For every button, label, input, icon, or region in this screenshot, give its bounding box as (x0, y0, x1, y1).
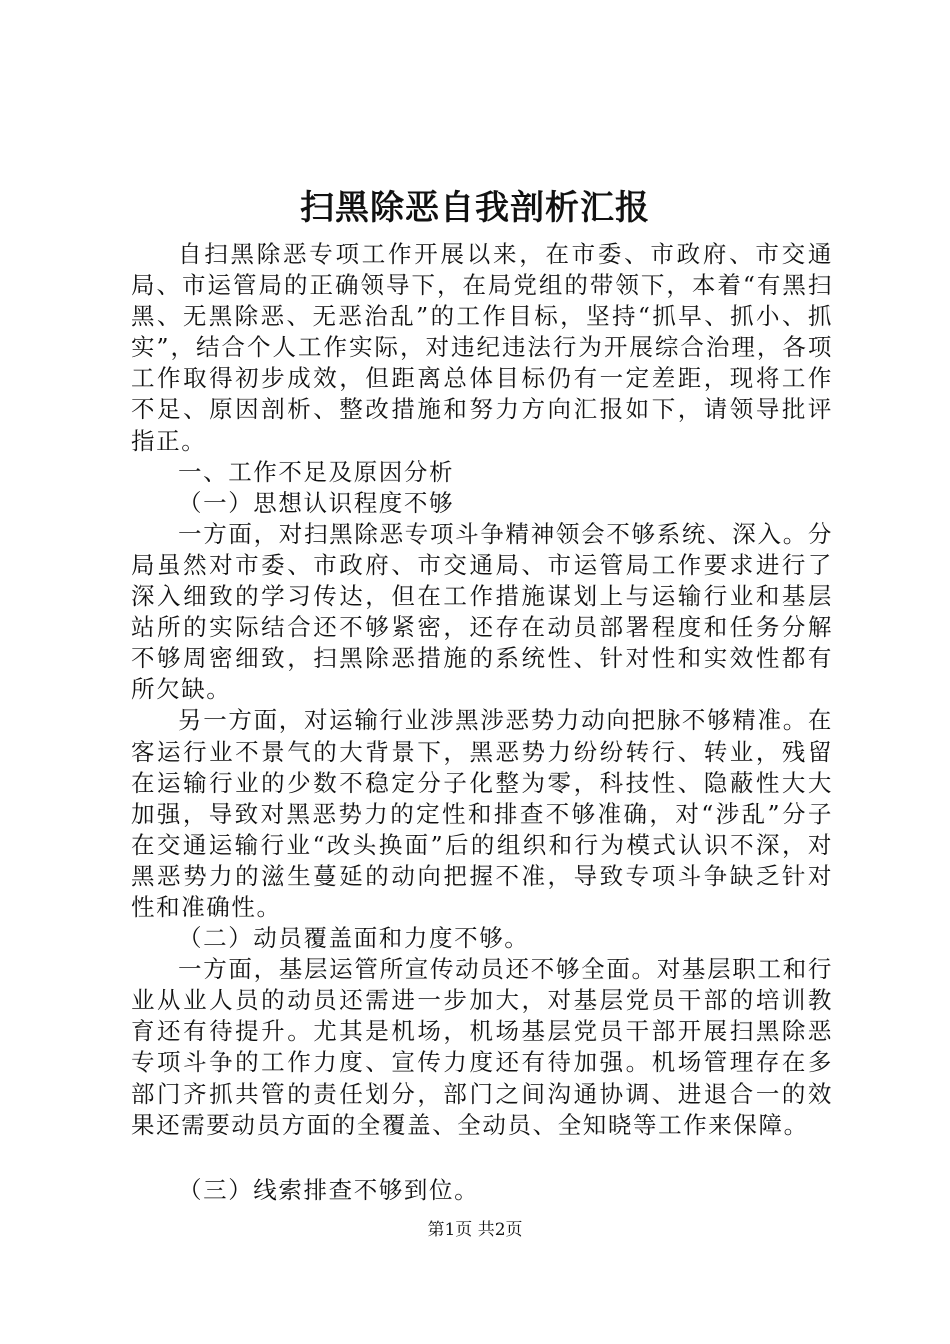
body-paragraph: 另一方面，对运输行业涉黑涉恶势力动向把脉不够精准。在客运行业不景气的大背景下，黑恶势力纷纷转行、转业，残留在运输行业的少数不稳定分子化整为零，科技性、隐蔽性大大加强，导致对黑恶势力的定性和排查不够准确，对“涉乱”分子在交通运输行业“改头换面”后的组织和行为模式认识不深，对黑恶势力的滋生蔓延的动向把握不准，导致专项斗争缺乏针对性和准确性。 (131, 706, 833, 921)
section-heading: 一、工作不足及原因分析 (178, 457, 455, 486)
intro-paragraph: 自扫黑除恶专项工作开展以来，在市委、市政府、市交通局、市运管局的正确领导下，在局党组的带领下，本着“有黑扫黑、无黑除恶、无恶治乱”的工作目标，坚持“抓早、抓小、抓实”，结合个人工作实际，对违纪违法行为开展综合治理，各项工作取得初步成效，但距离总体目标仍有一定差距，现将工作不足、原因剖析、整改措施和努力方向汇报如下，请领导批评指正。 (131, 240, 833, 455)
document-body (131, 239, 833, 1206)
body-paragraph: 一方面，对扫黑除恶专项斗争精神领会不够系统、深入。分局虽然对市委、市政府、市交通局、市运管局工作要求进行了深入细致的学习传达，但在工作措施谋划上与运输行业和基层站所的实际结合还不够紧密，还存在动员部署程度和任务分解不够周密细致，扫黑除恶措施的系统性、针对性和实效性都有所欠缺。 (131, 519, 833, 704)
subsection-heading: （二）动员覆盖面和力度不够。 (178, 924, 530, 953)
subsection-heading: （一）思想认识程度不够 (178, 488, 455, 517)
document-title: 扫黑除恶自我剖析汇报 (300, 188, 650, 228)
page-number: 第1页 共2页 (427, 1220, 523, 1240)
body-paragraph: 一方面，基层运管所宣传动员还不够全面。对基层职工和行业从业人员的动员还需进一步加大，对基层党员干部的培训教育还有待提升。尤其是机场，机场基层党员干部开展扫黑除恶专项斗争的工作力度、宣传力度还有待加强。机场管理存在多部门齐抓共管的责任划分，部门之间沟通协调、进退合一的效果还需要动员方面的全覆盖、全动员、全知晓等工作来保障。 (131, 955, 833, 1139)
subsection-heading: （三）线索排查不够到位。 (178, 1175, 480, 1204)
